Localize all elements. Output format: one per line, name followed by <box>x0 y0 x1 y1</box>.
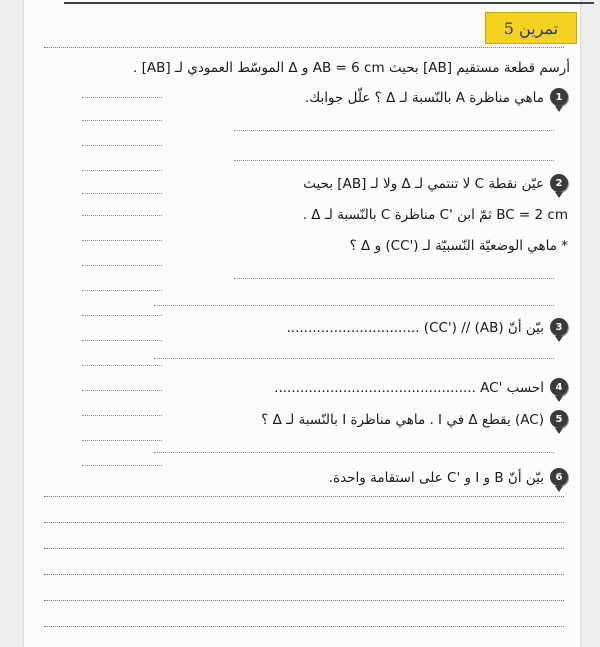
question-2-line-2: BC = 2 cm ثمّ ابن 'C مناظرة C بالنّسبة لـ Δ . <box>302 207 568 223</box>
margin-dots <box>82 97 162 98</box>
question-2-line-1: عيّن نقطة C لا تنتمي لـ Δ ولا لـ [AB] بحيث <box>303 176 544 192</box>
margin-dots <box>82 290 162 291</box>
answer-line <box>44 496 564 497</box>
exercise-badge: تمرين 5 <box>485 12 577 44</box>
answer-line <box>44 600 564 601</box>
top-border <box>64 2 594 4</box>
answer-line <box>44 548 564 549</box>
worksheet-page <box>24 0 580 647</box>
margin-dots <box>82 365 162 366</box>
question-number-5: 5 <box>550 410 568 428</box>
margin-dots <box>82 215 162 216</box>
answer-line <box>234 130 554 131</box>
margin-dots <box>82 415 162 416</box>
margin-dots <box>82 265 162 266</box>
question-number-4: 4 <box>550 378 568 396</box>
question-1-text: ماهي مناظرة A بالنّسبة لـ Δ ؟ علّل جوابك. <box>304 90 544 106</box>
question-4-text: احسب 'AC ............................................... <box>274 380 544 396</box>
margin-dots <box>82 170 162 171</box>
question-number-1: 1 <box>550 88 568 106</box>
answer-line <box>154 305 554 306</box>
margin-dots <box>82 120 162 121</box>
question-5-text: (AC) يقطع Δ في I . ماهي مناظرة I بالنّسبة لـ Δ ؟ <box>261 412 544 428</box>
margin-dots <box>82 240 162 241</box>
answer-line <box>44 522 564 523</box>
question-number-3: 3 <box>550 318 568 336</box>
question-3-text: بيّن أنّ (AB) // ('CC) ............................... <box>286 320 544 336</box>
margin-dots <box>82 145 162 146</box>
answer-line <box>154 358 554 359</box>
answer-line <box>44 574 564 575</box>
intro-text: أرسم قطعة مستقيم [AB] بحيث AB = 6 cm و Δ الموسّط العمودي لـ [AB] . <box>133 60 570 76</box>
question-number-2: 2 <box>550 174 568 192</box>
question-number-6: 6 <box>550 468 568 486</box>
margin-dots <box>82 440 162 441</box>
answer-line <box>44 626 564 627</box>
margin-dots <box>82 193 162 194</box>
intro-dots <box>44 47 564 48</box>
answer-line <box>234 160 554 161</box>
question-2-line-3: * ماهي الوضعيّة النّسبيّة لـ ('CC) و Δ ؟ <box>349 238 568 254</box>
margin-dots <box>82 315 162 316</box>
margin-dots <box>82 340 162 341</box>
answer-line <box>154 452 554 453</box>
question-6-text: بيّن أنّ B و I و 'C على استقامة واحدة. <box>328 470 544 486</box>
answer-line <box>234 278 554 279</box>
margin-dots <box>82 390 162 391</box>
margin-dots <box>82 465 162 466</box>
